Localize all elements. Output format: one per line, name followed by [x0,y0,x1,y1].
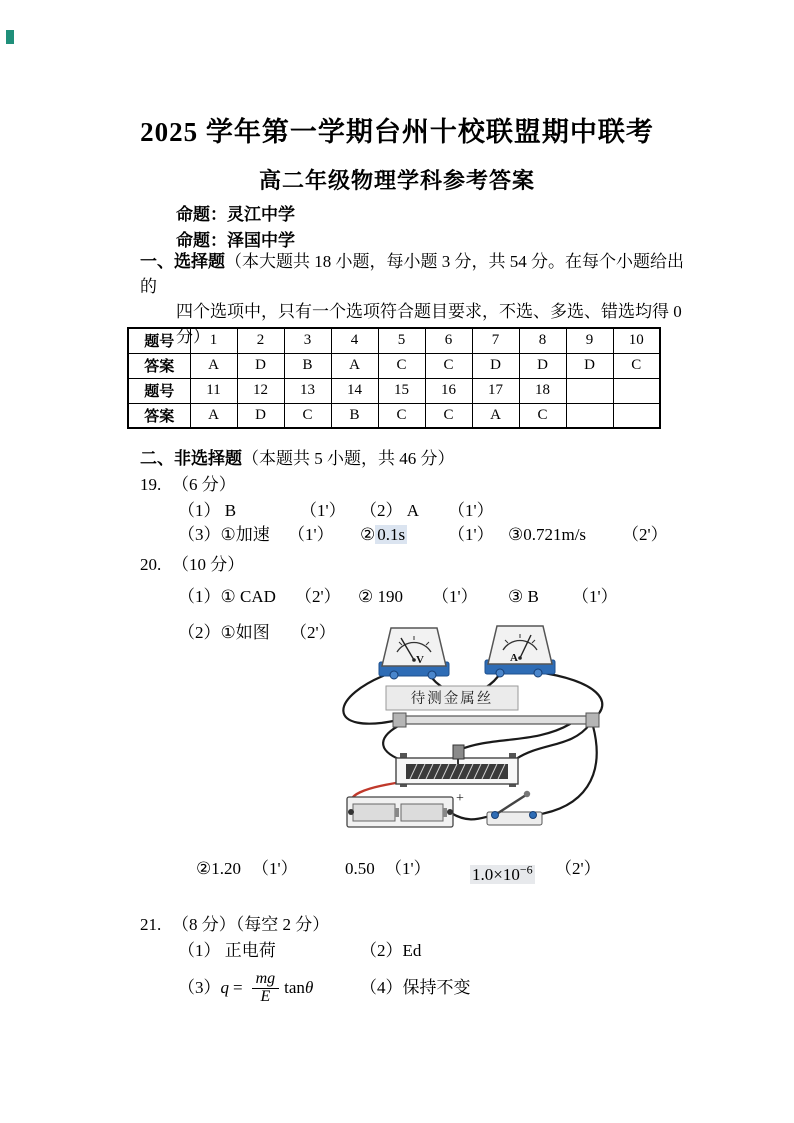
q21-ans-1: （1） 正电荷 [178,941,276,960]
q20-ans-1a: （1）① CAD [178,587,276,606]
cell: 17 [472,378,519,403]
q19-ans-1: （1） B [178,501,237,520]
tan-function: tan [284,978,305,997]
cell: 14 [331,378,378,403]
q20-mark-3b: （1'） [385,859,431,878]
battery [347,791,464,827]
fraction-numerator [252,971,280,989]
test-wire-label: 待测金属丝 [410,691,494,707]
cell: A [190,403,237,428]
cell: 12 [237,378,284,403]
q20-ans-1c: ③ B [508,587,539,606]
document-subtitle: 高二年级物理学科参考答案 [258,168,535,193]
cell: 4 [331,328,378,353]
numerator-text: mg [255,969,276,987]
voltmeter-label: V [416,654,424,666]
ammeter-label: A [510,652,518,664]
cell: 11 [190,378,237,403]
q19-mark-3b: （1'） [448,525,494,544]
battery-plus-sign: + [456,791,464,806]
q21-ans-3 [178,971,360,1006]
sci-exponent: −6 [519,862,533,876]
q19-mark-3c: （2'） [622,525,668,544]
q20-num: 20. [140,555,162,574]
cell: D [472,353,519,378]
q20-points: （10 分） [172,555,245,574]
cell: C [425,353,472,378]
row-header: 题号 [128,328,190,353]
cell: D [566,353,613,378]
q19-ans-3a: （3）①加速 [178,525,270,544]
cell [613,378,660,403]
cell: C [613,353,660,378]
ammeter [485,626,555,677]
cell: 1 [190,328,237,353]
denominator-text: E [260,987,271,1005]
fraction-mg-over-e [252,971,280,1006]
section1-desc2: 四个选项中，只有一个选项符合题目要求，不选、多选、错选均得 0 [176,302,682,321]
q20-mark-1c: （1'） [572,587,618,606]
cell: C [284,403,331,428]
answer-table [127,327,661,429]
cell: 6 [425,328,472,353]
section1-label: 一、选择题 [140,252,225,271]
q20-mark-3c: （2'） [555,859,601,878]
q21-answer-line-1 [178,938,421,964]
cell: 13 [284,378,331,403]
table-row-qnum-1 [128,328,660,353]
q20-ans-2a: （2）①如图 [178,623,270,642]
proposer-line-1: 命题：灵江中学 [176,205,295,224]
q20-ans-3c [470,856,555,888]
section1-desc3: 分） [176,327,210,346]
cell: 18 [519,378,566,403]
formula-lhs: q [220,978,229,997]
circled-2: ② [360,525,376,544]
q19-ans-3b-value: 0.1s [377,525,406,544]
theta-variable: θ [304,978,314,997]
q19-ans-2: （2） A [360,501,420,520]
document-title: 2025 学年第一学期台州十校联盟期中联考 [140,117,654,147]
q20-ans-1b: ② 190 [358,587,403,606]
fraction-denominator [260,989,270,1006]
cell: 2 [237,328,284,353]
cell: B [331,403,378,428]
cell: A [190,353,237,378]
question-19-number [140,472,236,498]
row-header: 答案 [128,353,190,378]
cell: C [519,403,566,428]
question-21-number [140,912,329,938]
cell: A [472,403,519,428]
row-header: 题号 [128,378,190,403]
q21-ans-4: （4）保持不变 [360,978,471,997]
cell: C [378,403,425,428]
q20-answer-line-3 [196,856,601,888]
q19-mark-1: （1'） [300,501,346,520]
section1-desc1: （本大题共 18 小题，每小题 3 分，共 54 分。在每个小题给出的 [140,252,684,296]
corner-mark [6,30,14,44]
q19-mark-2: （1'） [448,501,494,520]
q20-ans-3b: 0.50 [345,859,375,878]
row-header: 答案 [128,403,190,428]
q21-answer-line-2 [178,964,471,1012]
cell: A [331,353,378,378]
section2-label: 二、非选择题 [140,449,242,468]
q20-mark-2a: （2'） [290,623,336,642]
cell: 8 [519,328,566,353]
q20-mark-3a: （1'） [252,859,298,878]
cell [613,403,660,428]
circuit-diagram [230,616,642,856]
q19-points: （6 分） [172,475,236,494]
q20-mark-1a: （2'） [295,587,341,606]
cell: D [519,353,566,378]
proposer-line-2: 命题：泽国中学 [176,231,295,250]
q21-num: 21. [140,915,162,934]
cell: 15 [378,378,425,403]
q19-num: 19. [140,475,162,494]
equals-sign: = [233,978,243,997]
table-row-qnum-2 [128,378,660,403]
section1-line1 [140,249,700,299]
table-row-answer-2 [128,403,660,428]
cell: D [237,403,284,428]
cell: 5 [378,328,425,353]
rheostat [396,745,518,787]
scientific-notation [470,862,535,884]
q20-answer-line-1 [178,584,618,610]
sci-base: 1.0×10 [472,864,520,884]
q21-ans-3-prefix: （3） [178,978,221,997]
circuit-diagram-svg [230,616,642,856]
cell: C [425,403,472,428]
q19-ans-3c: ③0.721m/s [508,525,587,544]
cell: B [284,353,331,378]
cell [566,378,613,403]
cell: 16 [425,378,472,403]
cell: 10 [613,328,660,353]
cell: 3 [284,328,331,353]
q20-ans-3a: ②1.20 [196,859,241,878]
cell: 7 [472,328,519,353]
cell: 9 [566,328,613,353]
section2-desc: （本题共 5 小题，共 46 分） [242,449,455,468]
question-20-number [140,552,244,578]
q19-ans-3b [360,522,448,548]
q21-ans-2: （2）Ed [360,941,422,960]
switch [487,791,542,825]
section2-heading [140,446,455,472]
cell: D [237,353,284,378]
q19-mark-3a: （1'） [288,525,334,544]
cell [566,403,613,428]
q19-answer-line-2 [178,522,668,548]
voltmeter [379,628,449,679]
table-row-answer-1 [128,353,660,378]
q19-answer-line-1 [178,498,494,524]
q20-mark-1b: （1'） [432,587,478,606]
formula-q-equals-mg-over-e-tan-theta [221,971,314,1006]
cell: C [378,353,425,378]
q21-points: （8 分）（每空 2 分） [172,915,330,934]
test-wire-label-box [386,686,518,710]
